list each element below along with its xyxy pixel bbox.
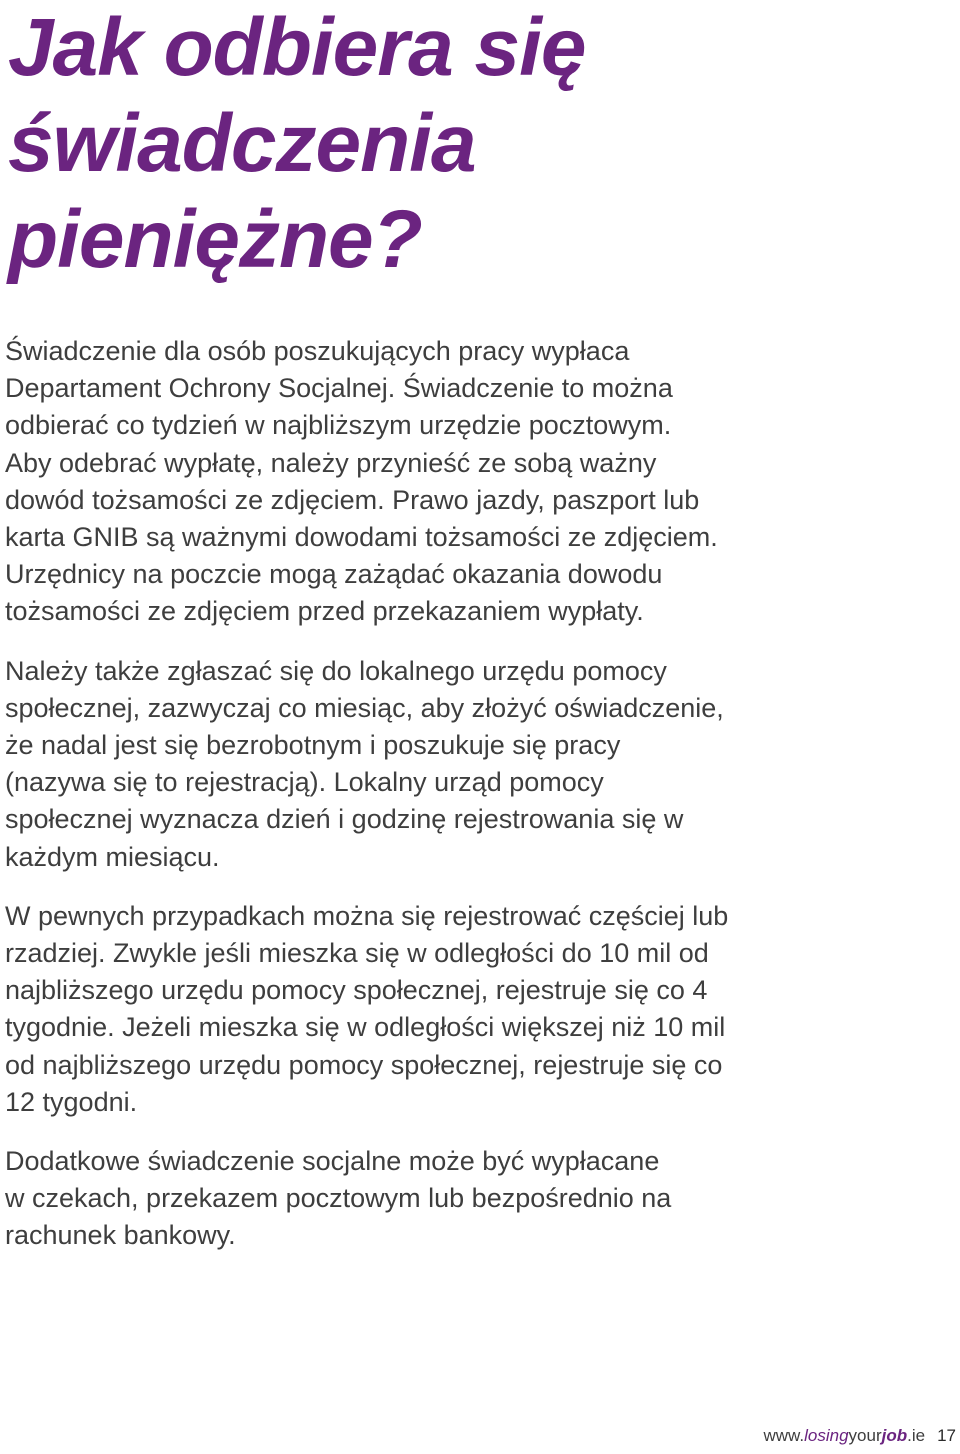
text-line: dowód tożsamości ze zdjęciem. Prawo jazdy, paszport lub — [5, 484, 700, 515]
title-line: pieniężne? — [8, 194, 422, 285]
text-line: tożsamości ze zdjęciem przed przekazaniem wypłaty. — [5, 596, 644, 627]
paragraph-registration-frequency — [5, 898, 945, 1121]
text-line: Dodatkowe świadczenie socjalne może być wypłacane — [5, 1146, 660, 1177]
text-line: tygodnie. Jeżeli mieszka się w odległości większej niż 10 mil — [5, 1012, 726, 1043]
text-line: od najbliższego urzędu pomocy społecznej, rejestruje się co — [5, 1049, 723, 1080]
text-line: w czekach, przekazem pocztowym lub bezpośrednio na — [5, 1183, 672, 1214]
text-line: Urzędnicy na poczcie mogą zażądać okazania dowodu — [5, 559, 663, 590]
text-line: każdym miesiącu. — [5, 841, 220, 872]
title-line: Jak odbiera się — [8, 2, 586, 93]
page-title — [8, 0, 948, 288]
paragraph-supplementary-allowance — [5, 1143, 945, 1255]
text-line: że nadal jest się bezrobotnym i poszukuje się pracy — [5, 730, 621, 761]
url-losing: losing — [804, 1426, 849, 1445]
website-link[interactable] — [763, 1426, 925, 1445]
text-line: Aby odebrać wypłatę, należy przynieść ze sobą ważny — [5, 447, 657, 478]
text-line: społecznej, zazwyczaj co miesiąc, aby złożyć oświadczenie, — [5, 692, 724, 723]
text-line: (nazywa się to rejestracją). Lokalny urząd pomocy — [5, 767, 604, 798]
body-text — [5, 333, 945, 1277]
text-line: Departament Ochrony Socjalnej. Świadczenie to można — [5, 373, 673, 404]
text-line: odbierać co tydzień w najbliższym urzędzie pocztowym. — [5, 410, 672, 441]
text-line: W pewnych przypadkach można się rejestrować częściej lub — [5, 900, 729, 931]
text-line: 12 tygodni. — [5, 1086, 138, 1117]
url-job: job — [881, 1426, 908, 1445]
text-line: najbliższego urzędu pomocy społecznej, rejestruje się co 4 — [5, 975, 708, 1006]
text-line: karta GNIB są ważnymi dowodami tożsamości ze zdjęciem. — [5, 522, 718, 553]
url-your: your — [848, 1426, 882, 1445]
page-number: 17 — [937, 1426, 956, 1445]
text-line: Świadczenie dla osób poszukujących pracy wypłaca — [5, 336, 630, 366]
text-line: rachunek bankowy. — [5, 1220, 236, 1251]
text-line: społecznej wyznacza dzień i godzinę rejestrowania się w — [5, 804, 684, 835]
text-line: rzadziej. Zwykle jeśli mieszka się w odległości do 10 mil od — [5, 938, 709, 969]
text-line: Należy także zgłaszać się do lokalnego urzędu pomocy — [5, 655, 667, 686]
url-tld: .ie — [907, 1426, 926, 1445]
url-www: www. — [763, 1426, 805, 1445]
paragraph-payment-info — [5, 333, 945, 631]
paragraph-registration — [5, 653, 945, 876]
title-line: świadczenia — [8, 98, 476, 189]
page-footer — [763, 1425, 956, 1447]
